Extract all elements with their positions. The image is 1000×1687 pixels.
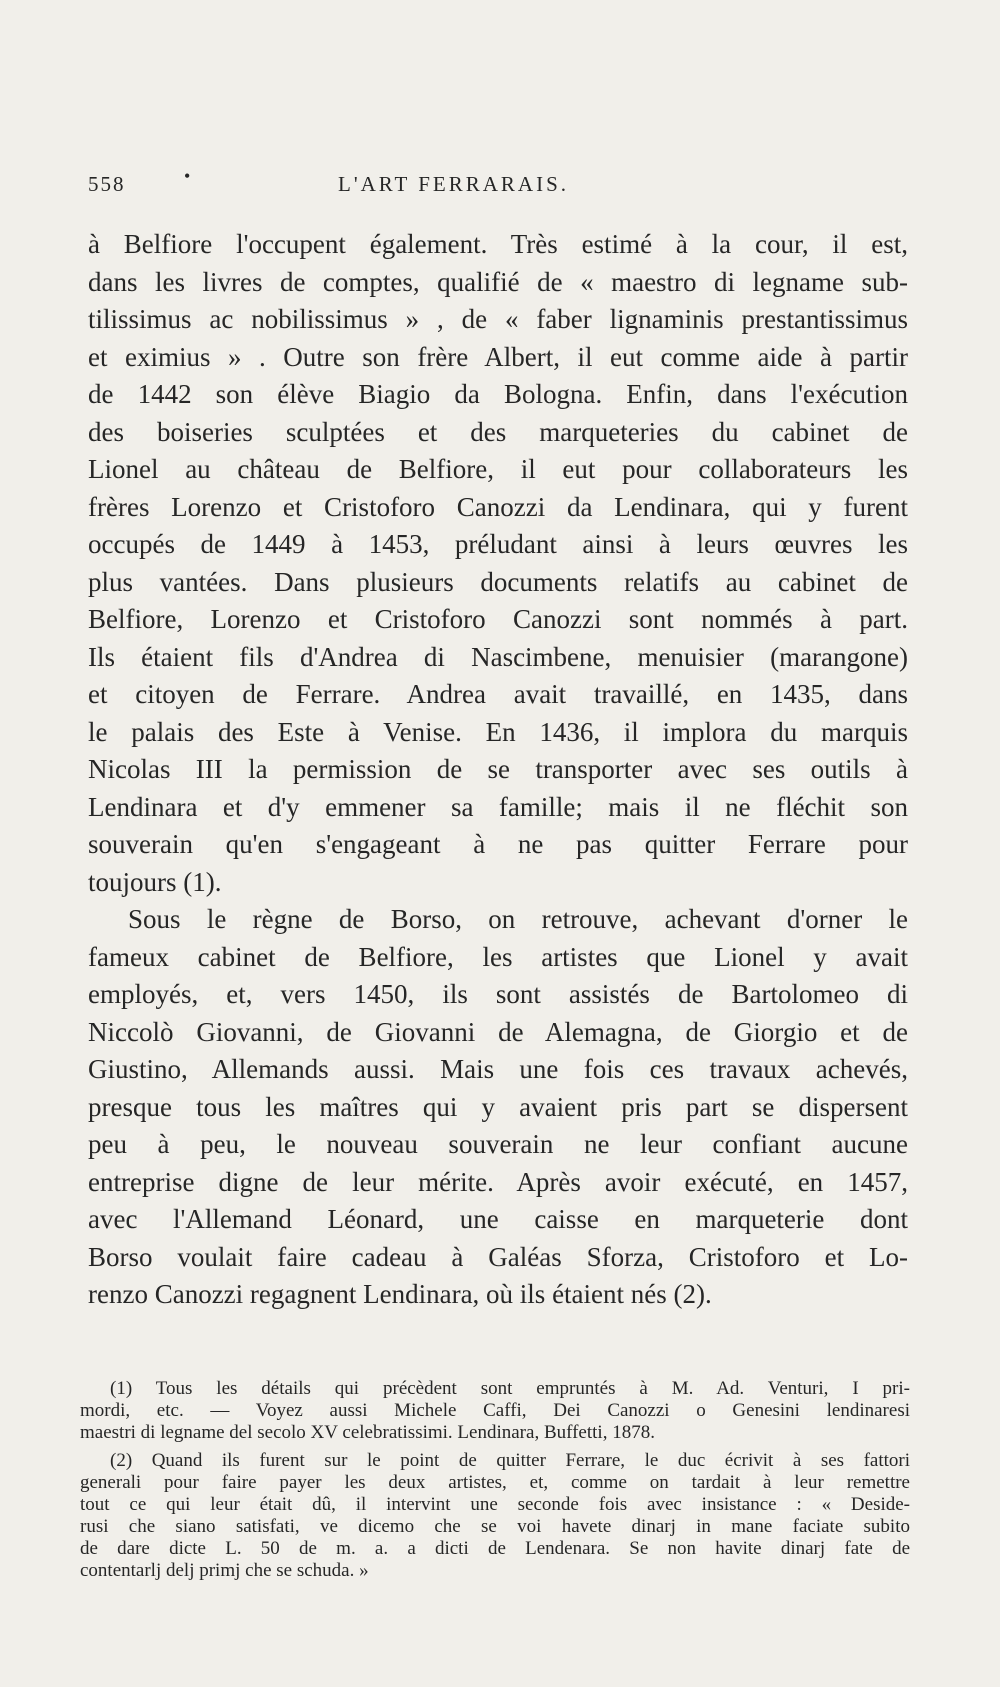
- footnote-line: contentarlj delj primj che se schuda. »: [80, 1560, 369, 1581]
- text-line: de 1442 son élève Biagio da Bologna. Enfin, dans l'exécution: [88, 379, 908, 409]
- footnotes: [80, 1378, 910, 1582]
- text-line: le palais des Este à Venise. En 1436, il implora du marquis: [88, 716, 908, 747]
- text-line: Sous le règne de Borso, on retrouve, achevant d'orner le: [128, 904, 908, 934]
- text-line: souverain qu'en s'engageant à ne pas quitter Ferrare pour: [88, 829, 908, 859]
- header-mark: •: [184, 166, 193, 186]
- text-line: presque tous les maîtres qui y avaient pris part se dispersent: [88, 1091, 908, 1122]
- text-line: fameux cabinet de Belfiore, les artistes que Lionel y avait: [88, 941, 908, 972]
- text-line: toujours (1).: [88, 866, 222, 897]
- text-line: plus vantées. Dans plusieurs documents relatifs au cabinet de: [88, 566, 908, 597]
- text-line: Niccolò Giovanni, de Giovanni de Alemagna, de Giorgio et de: [88, 1016, 908, 1047]
- text-line: entreprise digne de leur mérite. Après avoir exécuté, en 1457,: [88, 1166, 908, 1197]
- text-line: Lendinara et d'y emmener sa famille; mais il ne fléchit son: [88, 791, 908, 822]
- text-line: employés, et, vers 1450, ils sont assistés de Bartolomeo di: [88, 979, 908, 1009]
- footnote-line: mordi, etc. — Voyez aussi Michele Caffi, Dei Canozzi o Genesini lendinaresi: [80, 1400, 910, 1421]
- text-line: et citoyen de Ferrare. Andrea avait travaillé, en 1435, dans: [88, 679, 908, 709]
- text-line: Belfiore, Lorenzo et Cristoforo Canozzi sont nommés à part.: [88, 604, 908, 634]
- footnote-line: (2) Quand ils furent sur le point de quitter Ferrare, le duc écrivit à ses fattori: [110, 1450, 910, 1471]
- text-line: frères Lorenzo et Cristoforo Canozzi da Lendinara, qui y furent: [88, 491, 908, 522]
- text-line: tilissimus ac nobilissimus » , de « faber lignaminis prestantissimus: [88, 304, 908, 334]
- text-line: et eximius » . Outre son frère Albert, il eut comme aide à partir: [88, 341, 908, 372]
- footnote-line: maestri di legname del secolo XV celebratissimi. Lendinara, Buffetti, 1878.: [80, 1422, 655, 1443]
- text-line: dans les livres de comptes, qualifié de « maestro di legname sub-: [88, 266, 908, 297]
- text-line: renzo Canozzi regagnent Lendinara, où ils étaient nés (2).: [88, 1279, 712, 1309]
- running-title: L'ART FERRARAIS.: [338, 172, 570, 196]
- footnote-line: generali pour faire payer les deux artistes, et, comme on tardait à leur remettre: [80, 1472, 910, 1493]
- text-line: Borso voulait faire cadeau à Galéas Sforza, Cristoforo et Lo-: [88, 1241, 908, 1272]
- page-number: 558: [88, 172, 126, 196]
- footnote-line: de dare dicte L. 50 de m. a. a dicti de Lendenara. Se non havite dinarj fate de: [80, 1538, 910, 1559]
- footnote-line: rusi che siano satisfati, ve dicemo che se voi havete dinarj in mane faciate subito: [80, 1516, 910, 1537]
- footnote-line: (1) Tous les détails qui précèdent sont empruntés à M. Ad. Venturi, I pri-: [110, 1378, 910, 1399]
- page-header: [88, 166, 908, 202]
- text-line: Lionel au château de Belfiore, il eut pour collaborateurs les: [88, 454, 908, 484]
- text-line: Ils étaient fils d'Andrea di Nascimbene, menuisier (marangone): [88, 641, 908, 672]
- text-line: occupés de 1449 à 1453, préludant ainsi à leurs œuvres les: [88, 529, 908, 559]
- text-line: Giustino, Allemands aussi. Mais une fois ces travaux achevés,: [88, 1054, 908, 1084]
- text-line: à Belfiore l'occupent également. Très estimé à la cour, il est,: [88, 229, 908, 259]
- body-text: [88, 226, 908, 1314]
- text-line: des boiseries sculptées et des marqueteries du cabinet de: [88, 416, 908, 447]
- text-line: avec l'Allemand Léonard, une caisse en marqueterie dont: [88, 1204, 908, 1234]
- text-line: peu à peu, le nouveau souverain ne leur confiant aucune: [88, 1129, 908, 1159]
- footnote-line: tout ce qui leur était dû, il intervint une seconde fois avec insistance : « Deside-: [80, 1494, 910, 1515]
- text-line: Nicolas III la permission de se transporter avec ses outils à: [88, 754, 908, 784]
